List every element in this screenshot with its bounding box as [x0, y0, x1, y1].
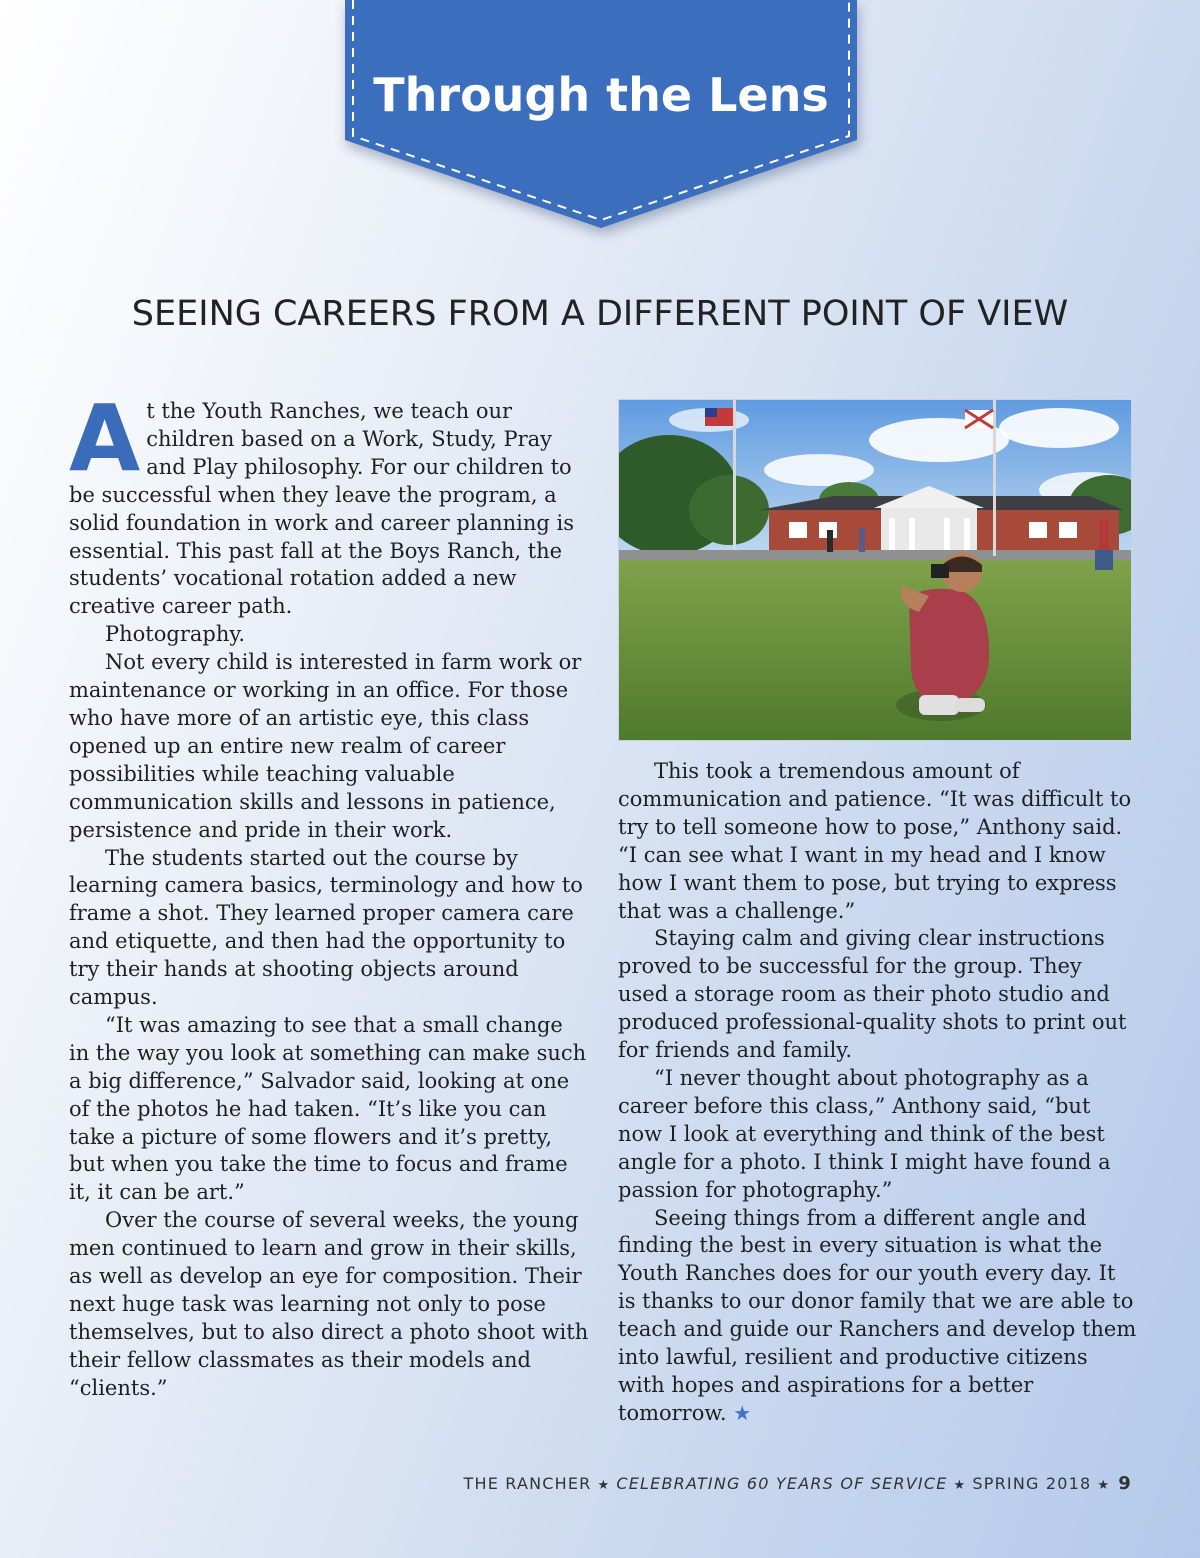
banner-title: Through the Lens	[373, 68, 829, 122]
header-banner	[345, 0, 857, 232]
article-paragraph: Staying calm and giving clear instructions proved to be successful for the group. They used a storage room as their photo studio and produced professional-quality shots to print out for friends and family.	[618, 926, 1127, 1063]
article-paragraph: Photography.	[105, 622, 246, 647]
article-paragraph: “It was amazing to see that a small change in the way you look at something can make such a big difference,” Salvador said, looking at one of the photos he had taken. “It’s like you can take a picture of some flowers and it’s pretty, but when you take the time to focus and frame it, it can be art.”	[69, 1012, 587, 1205]
star-icon: ★	[953, 1478, 967, 1493]
article-paragraph: Over the course of several weeks, the young men continued to learn and grow in their skills, as well as develop an eye for composition. Their next huge task was learning not only to pose themselves, but to also direct a photo shoot with their fellow classmates as their models and “clients.”	[69, 1208, 589, 1400]
star-icon: ★	[597, 1478, 611, 1493]
article-paragraph: The students started out the course by learning camera basics, terminology and how to frame a shot. They learned proper camera care and etiquette, and then had the opportunity to try their hands at shooting objects around campus.	[69, 845, 583, 1010]
article-subtitle: SEEING CAREERS FROM A DIFFERENT POINT OF VIEW	[131, 294, 1069, 334]
article-right-column	[618, 758, 1138, 1428]
star-icon: ★	[1097, 1478, 1111, 1493]
page-number: 9	[1118, 1473, 1132, 1494]
article-paragraph: “I never thought about photography as a career before this class,” Anthony said, “but now I look at everything and think of the best angle for a photo. I think I might have found a passion for photography.”	[618, 1065, 1111, 1202]
article-paragraph: Not every child is interested in farm work or maintenance or working in an office. For those who have more of an artistic eye, this class opened up an entire new realm of career possibilities while teaching valuable communication skills and lessons in patience, persistence and pride in their work.	[69, 650, 582, 842]
article-paragraph: At the Youth Ranches, we teach our children based on a Work, Study, Pray and Play philosophy. For our children to be successful when they leave the program, a solid foundation in work and career planning is essential. This past fall at the Boys Ranch, the students’ vocational rotation added a new creative career path.	[69, 385, 575, 619]
photo-student-photographer-flagpoles	[619, 400, 1131, 740]
drop-cap: A	[69, 385, 141, 492]
article-paragraph: This took a tremendous amount of communication and patience. “It was difficult to try to tell someone how to pose,” Anthony said. “I can see what I want in my head and I know how I want them to pose, but trying to express that was a challenge.”	[618, 759, 1132, 923]
article-paragraph: Seeing things from a different angle and finding the best in every situation is what the Youth Ranches does for our youth every day. It is thanks to our donor family that we are able to teach and guide our Ranchers and develop them into lawful, resilient and productive citizens with hopes and aspirations for a better tomorrow. ★	[618, 1205, 1137, 1425]
footer-publication: THE RANCHER	[463, 1474, 592, 1493]
page-footer	[463, 1473, 1132, 1494]
footer-issue: SPRING 2018	[972, 1474, 1092, 1493]
article-photo	[618, 399, 1132, 741]
end-star-icon: ★	[733, 1400, 752, 1425]
footer-tagline: CELEBRATING 60 YEARS OF SERVICE	[616, 1474, 948, 1493]
article-left-column	[69, 385, 589, 1403]
